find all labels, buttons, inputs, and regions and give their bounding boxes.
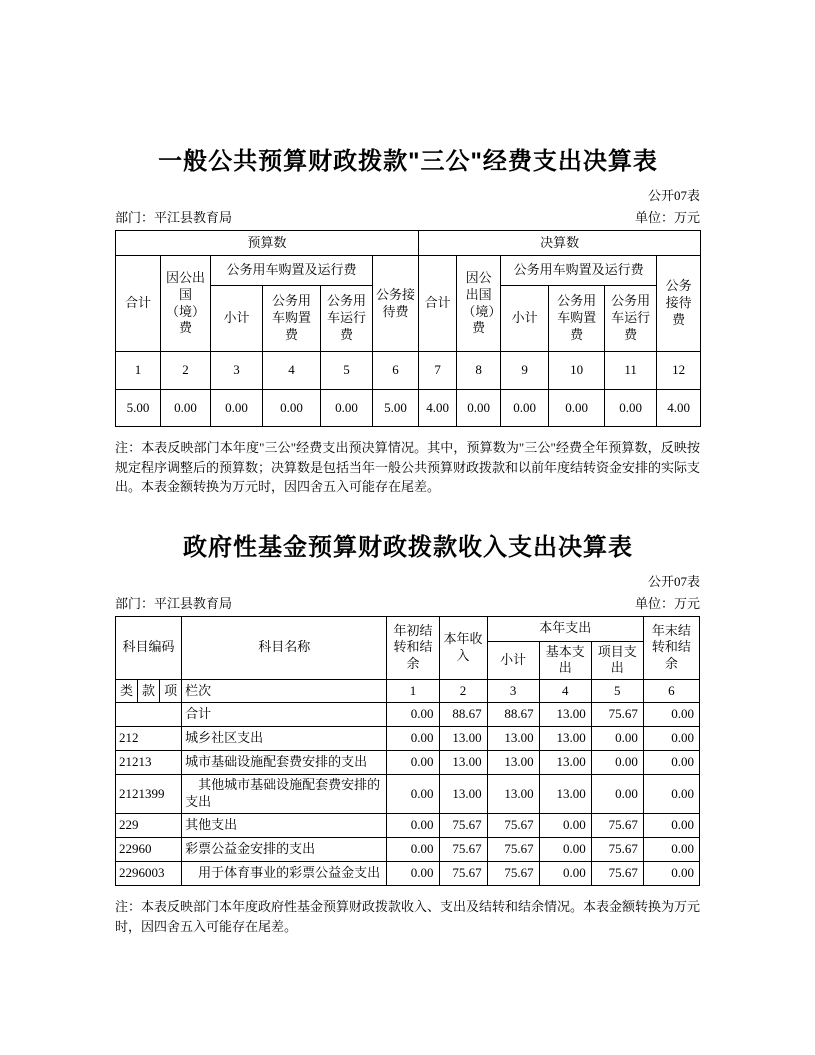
value-cell: 0.00 xyxy=(387,838,439,862)
t1-budget-group-header: 预算数 xyxy=(116,231,419,256)
value-cell: 75.67 xyxy=(439,862,487,886)
t1-value-cell: 0.00 xyxy=(263,390,321,427)
value-cell: 13.00 xyxy=(487,775,539,814)
table2-department: 部门：平江县教育局 xyxy=(115,595,233,611)
t1-final-operation-header: 公务用车运行费 xyxy=(605,286,657,352)
t1-value-cell: 0.00 xyxy=(321,390,373,427)
t1-final-total-header: 合计 xyxy=(419,256,457,352)
t2-subtotal-header: 小计 xyxy=(487,641,539,680)
value-cell: 0.00 xyxy=(387,814,439,838)
table2-meta-row xyxy=(115,593,700,612)
t1-value-cell: 5.00 xyxy=(116,390,161,427)
t1-value-cell: 4.00 xyxy=(657,390,701,427)
t2-col-number-cell: 4 xyxy=(539,680,591,703)
value-cell: 0.00 xyxy=(539,814,591,838)
value-cell: 13.00 xyxy=(539,703,591,727)
value-cell: 13.00 xyxy=(487,727,539,751)
value-cell: 13.00 xyxy=(539,775,591,814)
table-row xyxy=(116,751,700,775)
t1-value-cell: 5.00 xyxy=(373,390,419,427)
t1-budget-total-header: 合计 xyxy=(116,256,161,352)
value-cell: 13.00 xyxy=(539,751,591,775)
table2-note: 注：本表反映部门本年度政府性基金预算财政拨款收入、支出及结转和结余情况。本表金额转换为万元时，因四舍五入可能存在尾差。 xyxy=(115,899,701,934)
value-cell: 0.00 xyxy=(643,814,699,838)
t2-section-header: 款 xyxy=(138,680,160,703)
table1-table-number: 公开07表 xyxy=(647,188,700,203)
value-cell: 75.67 xyxy=(487,862,539,886)
t2-class-header: 类 xyxy=(116,680,138,703)
t1-value-cell: 0.00 xyxy=(605,390,657,427)
t1-final-vehicle-group-header: 公务用车购置及运行费 xyxy=(501,256,657,286)
value-cell: 88.67 xyxy=(439,703,487,727)
table1-title: 一般公共预算财政拨款"三公"经费支出决算表 xyxy=(158,148,658,175)
table-row xyxy=(116,862,700,886)
t2-year-income-header: 本年收入 xyxy=(439,616,487,680)
t1-budget-vehicle-group-header: 公务用车购置及运行费 xyxy=(211,256,373,286)
value-cell: 75.67 xyxy=(487,814,539,838)
value-cell: 0.00 xyxy=(539,838,591,862)
value-cell: 0.00 xyxy=(387,751,439,775)
t2-column-label: 栏次 xyxy=(182,680,387,703)
t2-project-expense-header: 项目支出 xyxy=(591,641,643,680)
value-cell: 0.00 xyxy=(643,862,699,886)
table2-unit: 单位：万元 xyxy=(634,595,700,611)
value-cell: 13.00 xyxy=(487,751,539,775)
value-cell: 0.00 xyxy=(591,727,643,751)
t2-col-number-cell: 5 xyxy=(591,680,643,703)
t1-col-number-cell: 8 xyxy=(457,352,501,390)
t2-year-expense-header: 本年支出 xyxy=(487,616,643,641)
name-cell: 其他支出 xyxy=(182,814,387,838)
t2-col-number-cell: 2 xyxy=(439,680,487,703)
t1-final-abroad-header: 因公出国（境）费 xyxy=(457,256,501,352)
value-cell: 88.67 xyxy=(487,703,539,727)
t1-budget-purchase-header: 公务用车购置费 xyxy=(263,286,321,352)
value-cell: 75.67 xyxy=(591,862,643,886)
value-cell: 75.67 xyxy=(591,814,643,838)
value-cell: 13.00 xyxy=(439,727,487,751)
t1-col-number-cell: 10 xyxy=(549,352,605,390)
t1-value-cell: 0.00 xyxy=(211,390,263,427)
value-cell: 75.67 xyxy=(487,838,539,862)
code-cell xyxy=(116,703,182,727)
code-cell: 2296003 xyxy=(116,862,182,886)
value-cell: 75.67 xyxy=(439,814,487,838)
t2-column-number-row xyxy=(116,680,700,703)
t1-final-purchase-header: 公务用车购置费 xyxy=(549,286,605,352)
gov-fund-section xyxy=(115,527,701,937)
value-cell: 13.00 xyxy=(539,727,591,751)
t1-col-number-cell: 3 xyxy=(211,352,263,390)
sangong-table xyxy=(115,230,701,427)
t2-begin-balance-header: 年初结转和结余 xyxy=(387,616,439,680)
name-cell: 彩票公益金安排的支出 xyxy=(182,838,387,862)
t1-value-cell: 0.00 xyxy=(501,390,549,427)
t2-col-number-cell: 6 xyxy=(643,680,699,703)
name-cell: 城市基础设施配套费安排的支出 xyxy=(182,751,387,775)
t1-column-number-row xyxy=(116,352,701,390)
value-cell: 0.00 xyxy=(387,703,439,727)
value-cell: 0.00 xyxy=(387,862,439,886)
value-cell: 0.00 xyxy=(643,727,699,751)
t1-value-cell: 4.00 xyxy=(419,390,457,427)
table-row xyxy=(116,814,700,838)
table-row xyxy=(116,727,700,751)
t1-final-group-header: 决算数 xyxy=(419,231,701,256)
t1-col-number-cell: 9 xyxy=(501,352,549,390)
t2-item-header: 项 xyxy=(160,680,182,703)
value-cell: 0.00 xyxy=(643,775,699,814)
t1-budget-abroad-header: 因公出国（境）费 xyxy=(161,256,211,352)
value-cell: 75.67 xyxy=(439,838,487,862)
t1-budget-subtotal-header: 小计 xyxy=(211,286,263,352)
table-row xyxy=(116,775,700,814)
t1-column-header-row xyxy=(116,256,701,286)
t1-final-reception-header: 公务接待费 xyxy=(657,256,701,352)
value-cell: 0.00 xyxy=(643,703,699,727)
t1-col-number-cell: 7 xyxy=(419,352,457,390)
t2-end-balance-header: 年末结转和结余 xyxy=(643,616,699,680)
value-cell: 13.00 xyxy=(439,751,487,775)
code-cell: 2121399 xyxy=(116,775,182,814)
t2-subject-code-header: 科目编码 xyxy=(116,616,182,680)
value-cell: 0.00 xyxy=(643,838,699,862)
sangong-section xyxy=(115,141,701,497)
gov-fund-table xyxy=(115,616,700,887)
value-cell: 0.00 xyxy=(591,775,643,814)
t1-col-number-cell: 6 xyxy=(373,352,419,390)
table1-department: 部门：平江县教育局 xyxy=(115,210,233,225)
t2-subject-name-header: 科目名称 xyxy=(182,616,387,680)
t2-col-number-cell: 3 xyxy=(487,680,539,703)
t1-col-number-cell: 5 xyxy=(321,352,373,390)
code-cell: 21213 xyxy=(116,751,182,775)
t1-col-number-cell: 4 xyxy=(263,352,321,390)
value-cell: 0.00 xyxy=(539,862,591,886)
t1-col-number-cell: 12 xyxy=(657,352,701,390)
t1-col-number-cell: 1 xyxy=(116,352,161,390)
t1-budget-operation-header: 公务用车运行费 xyxy=(321,286,373,352)
name-cell: 城乡社区支出 xyxy=(182,727,387,751)
t2-header-row-1 xyxy=(116,616,700,641)
table-row xyxy=(116,838,700,862)
value-cell: 75.67 xyxy=(591,838,643,862)
t2-basic-expense-header: 基本支出 xyxy=(539,641,591,680)
code-cell: 212 xyxy=(116,727,182,751)
code-cell: 229 xyxy=(116,814,182,838)
table2-table-number: 公开07表 xyxy=(647,573,700,589)
value-cell: 0.00 xyxy=(387,727,439,751)
name-cell: 用于体育事业的彩票公益金支出 xyxy=(182,862,387,886)
t1-group-header-row xyxy=(116,231,701,256)
t1-value-cell: 0.00 xyxy=(549,390,605,427)
value-cell: 0.00 xyxy=(591,751,643,775)
t1-col-number-cell: 2 xyxy=(161,352,211,390)
value-cell: 0.00 xyxy=(643,751,699,775)
table-row xyxy=(116,703,700,727)
table1-unit: 单位：万元 xyxy=(634,210,700,225)
t1-value-cell: 0.00 xyxy=(161,390,211,427)
t1-col-number-cell: 11 xyxy=(605,352,657,390)
table1-note: 注：本表反映部门本年度"三公"经费支出预决算情况。其中，预算数为"三公"经费全年预算数，反映按规定程序调整后的预算数；决算数是包括当年一般公共预算财政拨款和以前年度结转资金安排的实际支出。本表金额转换为万元时，因四舍五入可能存在尾差。 xyxy=(115,440,701,494)
code-cell: 22960 xyxy=(116,838,182,862)
t1-final-subtotal-header: 小计 xyxy=(501,286,549,352)
t1-budget-reception-header: 公务接待费 xyxy=(373,256,419,352)
value-cell: 75.67 xyxy=(591,703,643,727)
t1-value-row xyxy=(116,390,701,427)
table2-title: 政府性基金预算财政拨款收入支出决算表 xyxy=(183,533,633,561)
name-cell: 合计 xyxy=(182,703,387,727)
t1-value-cell: 0.00 xyxy=(457,390,501,427)
name-cell: 其他城市基础设施配套费安排的支出 xyxy=(182,775,387,814)
value-cell: 0.00 xyxy=(387,775,439,814)
table1-meta-row xyxy=(115,207,700,226)
value-cell: 13.00 xyxy=(439,775,487,814)
t2-col-number-cell: 1 xyxy=(387,680,439,703)
